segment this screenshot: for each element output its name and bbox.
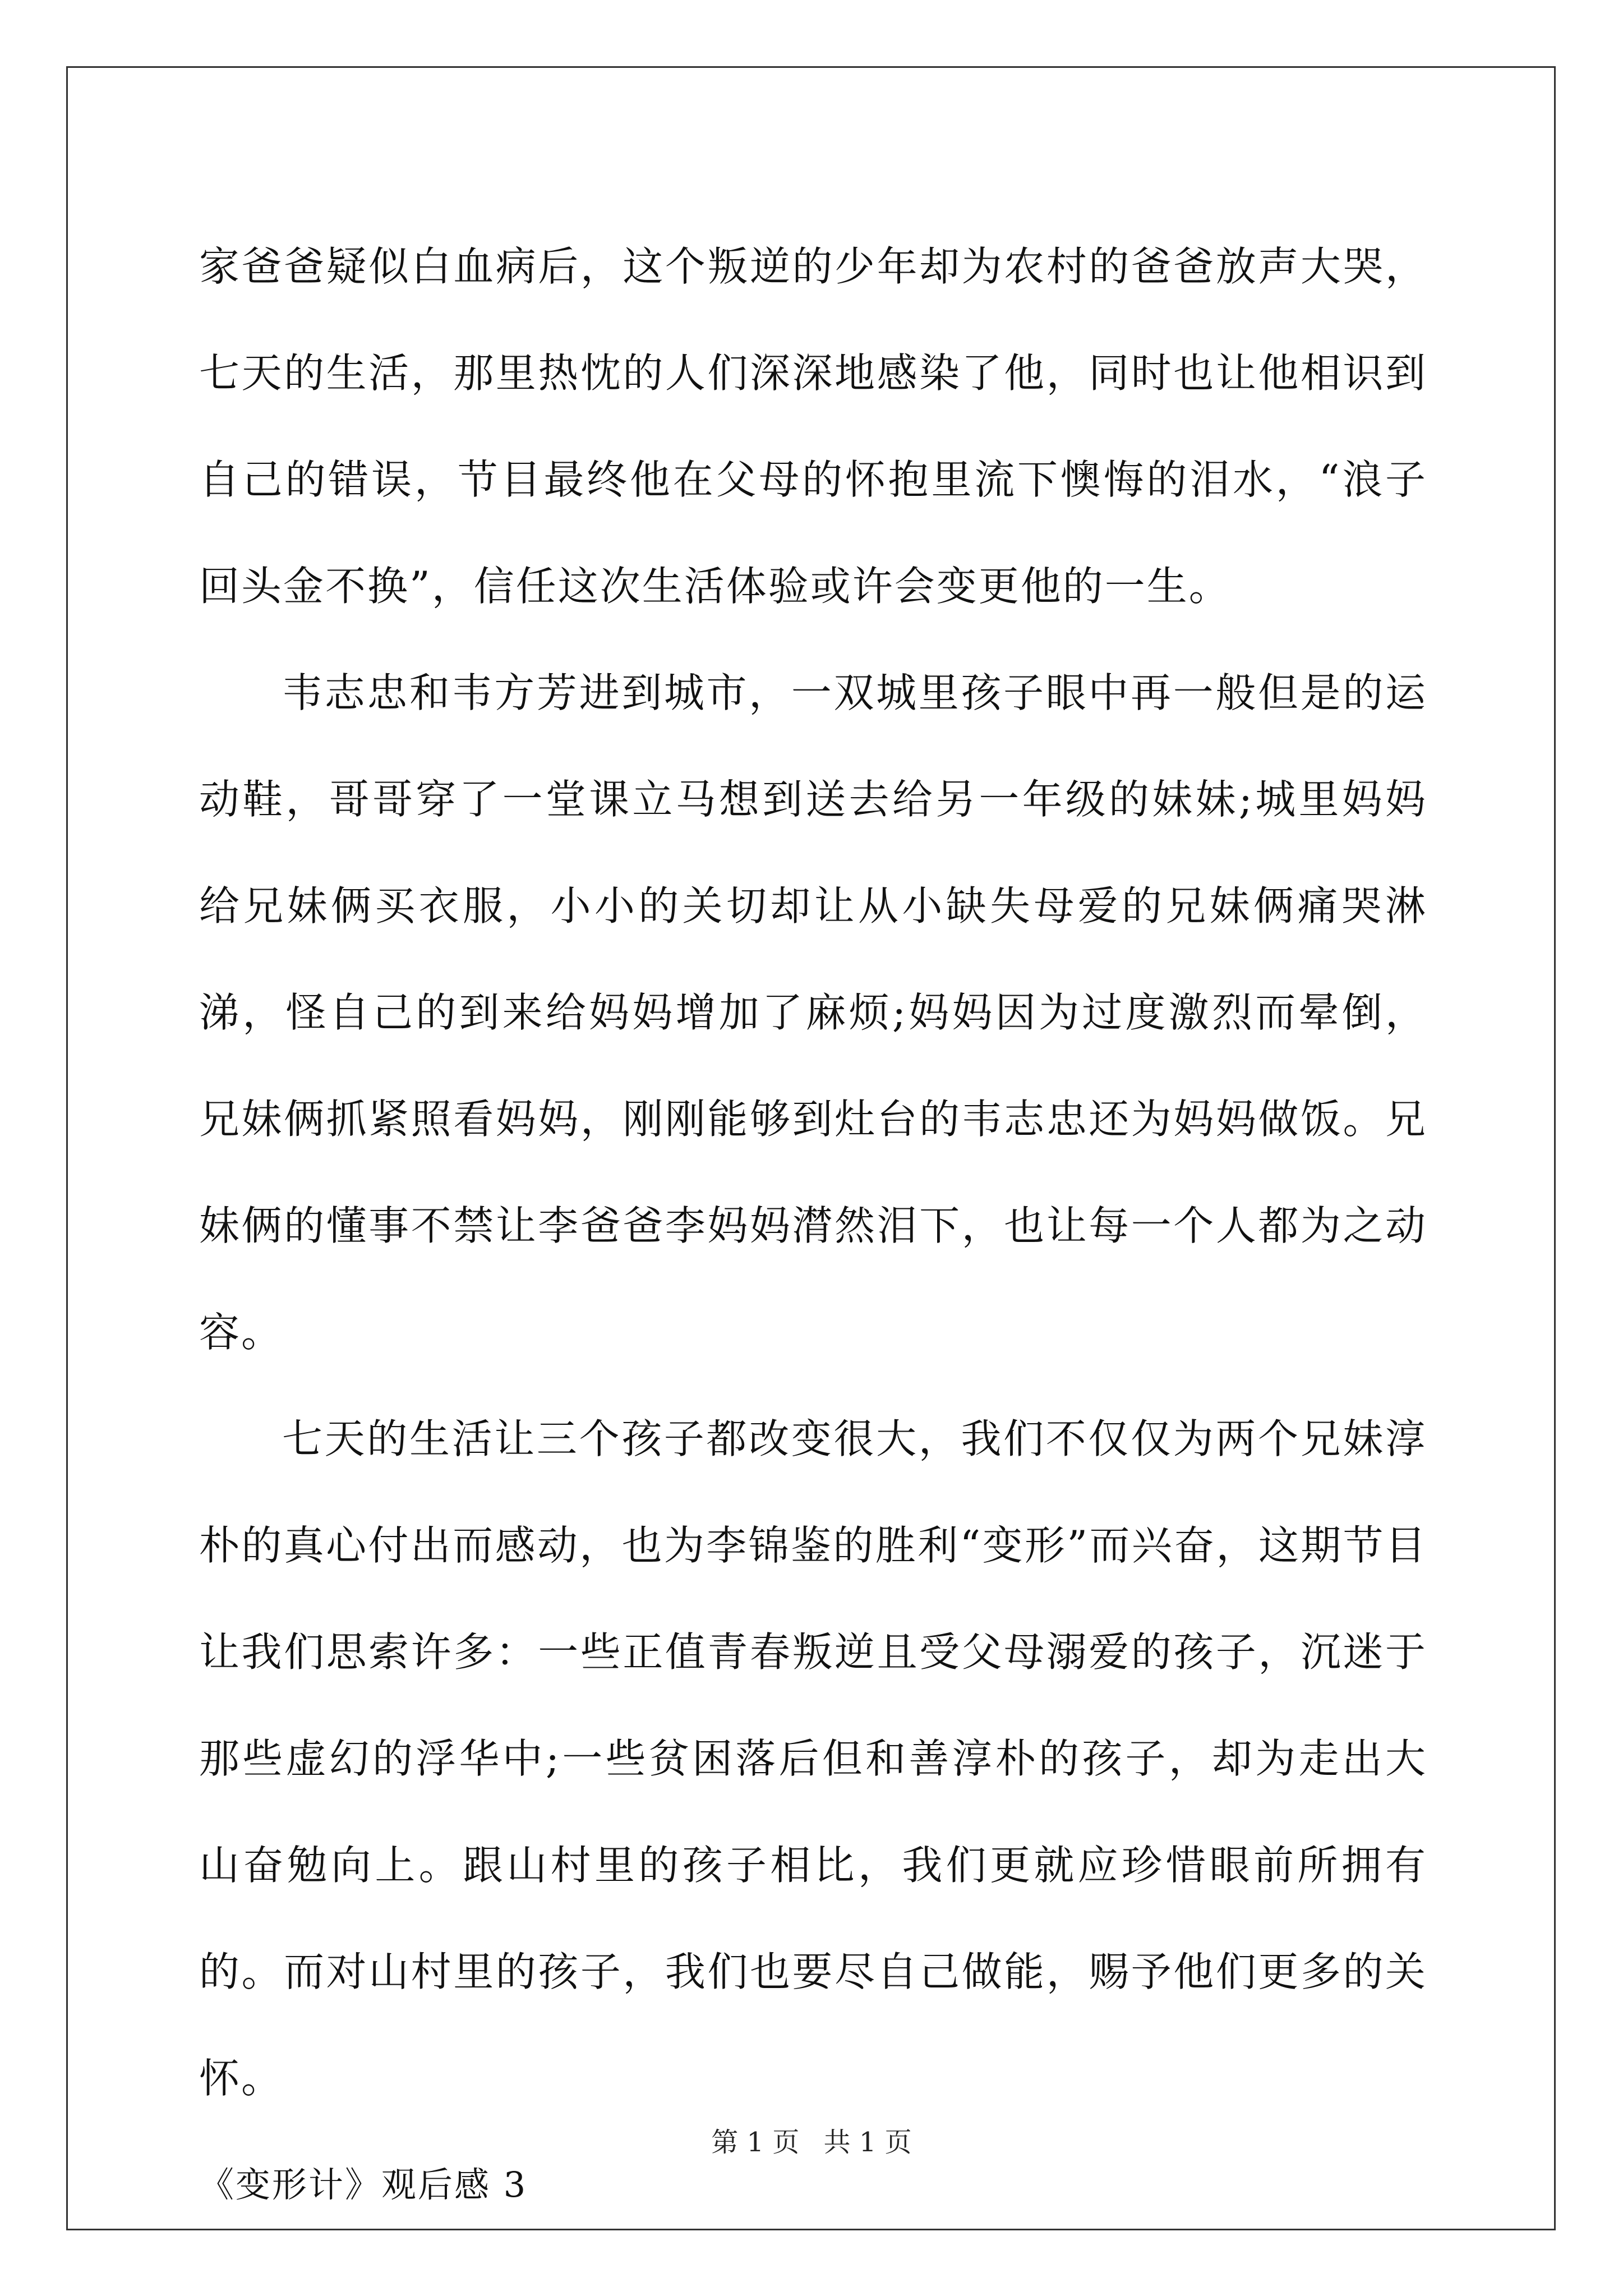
document-body bbox=[199, 213, 1427, 2238]
page-total: 共 1 页 bbox=[823, 2127, 912, 2158]
paragraph-1: 家爸爸疑似白血病后，这个叛逆的少年却为农村的爸爸放声大哭，七天的生活，那里热忱的人们深深地感染了他，同时也让他相识到自己的错误，节目最终他在父母的怀抱里流下懊悔的泪水，“浪子回头金不换”，信任这次生活体验或许会变更他的一生。 bbox=[199, 243, 1427, 610]
page-number: 第 1 页 bbox=[711, 2127, 800, 2158]
paragraph-2: 韦志忠和韦方芳进到城市，一双城里孩子眼中再一般但是的运动鞋，哥哥穿了一堂课立马想到送去给另一年级的妹妹;城里妈妈给兄妹俩买衣服，小小的关切却让从小缺失母爱的兄妹俩痛哭淋涕，怪自己的到来给妈妈增加了麻烦;妈妈因为过度激烈而晕倒，兄妹俩抓紧照看妈妈，刚刚能够到灶台的韦志忠还为妈妈做饭。兄妹俩的懂事不禁让李爸爸李妈妈潸然泪下，也让每一个人都为之动容。 bbox=[199, 669, 1427, 1356]
paragraph-3: 七天的生活让三个孩子都改变很大，我们不仅仅为两个兄妹淳朴的真心付出而感动，也为李锦鉴的胜利“变形”而兴奋，这期节目让我们思索许多：一些正值青春叛逆且受父母溺爱的孩子，沉迷于那些虚幻的浮华中;一些贫困落后但和善淳朴的孩子，却为走出大山奋勉向上。跟山村里的孩子相比，我们更就应珍惜眼前所拥有的。而对山村里的孩子，我们也要尽自己做能，赐予他们更多的关怀。 bbox=[199, 1415, 1427, 2102]
section-heading: 《变形计》观后感 3 bbox=[199, 2164, 528, 2205]
page-footer bbox=[0, 2120, 1623, 2159]
